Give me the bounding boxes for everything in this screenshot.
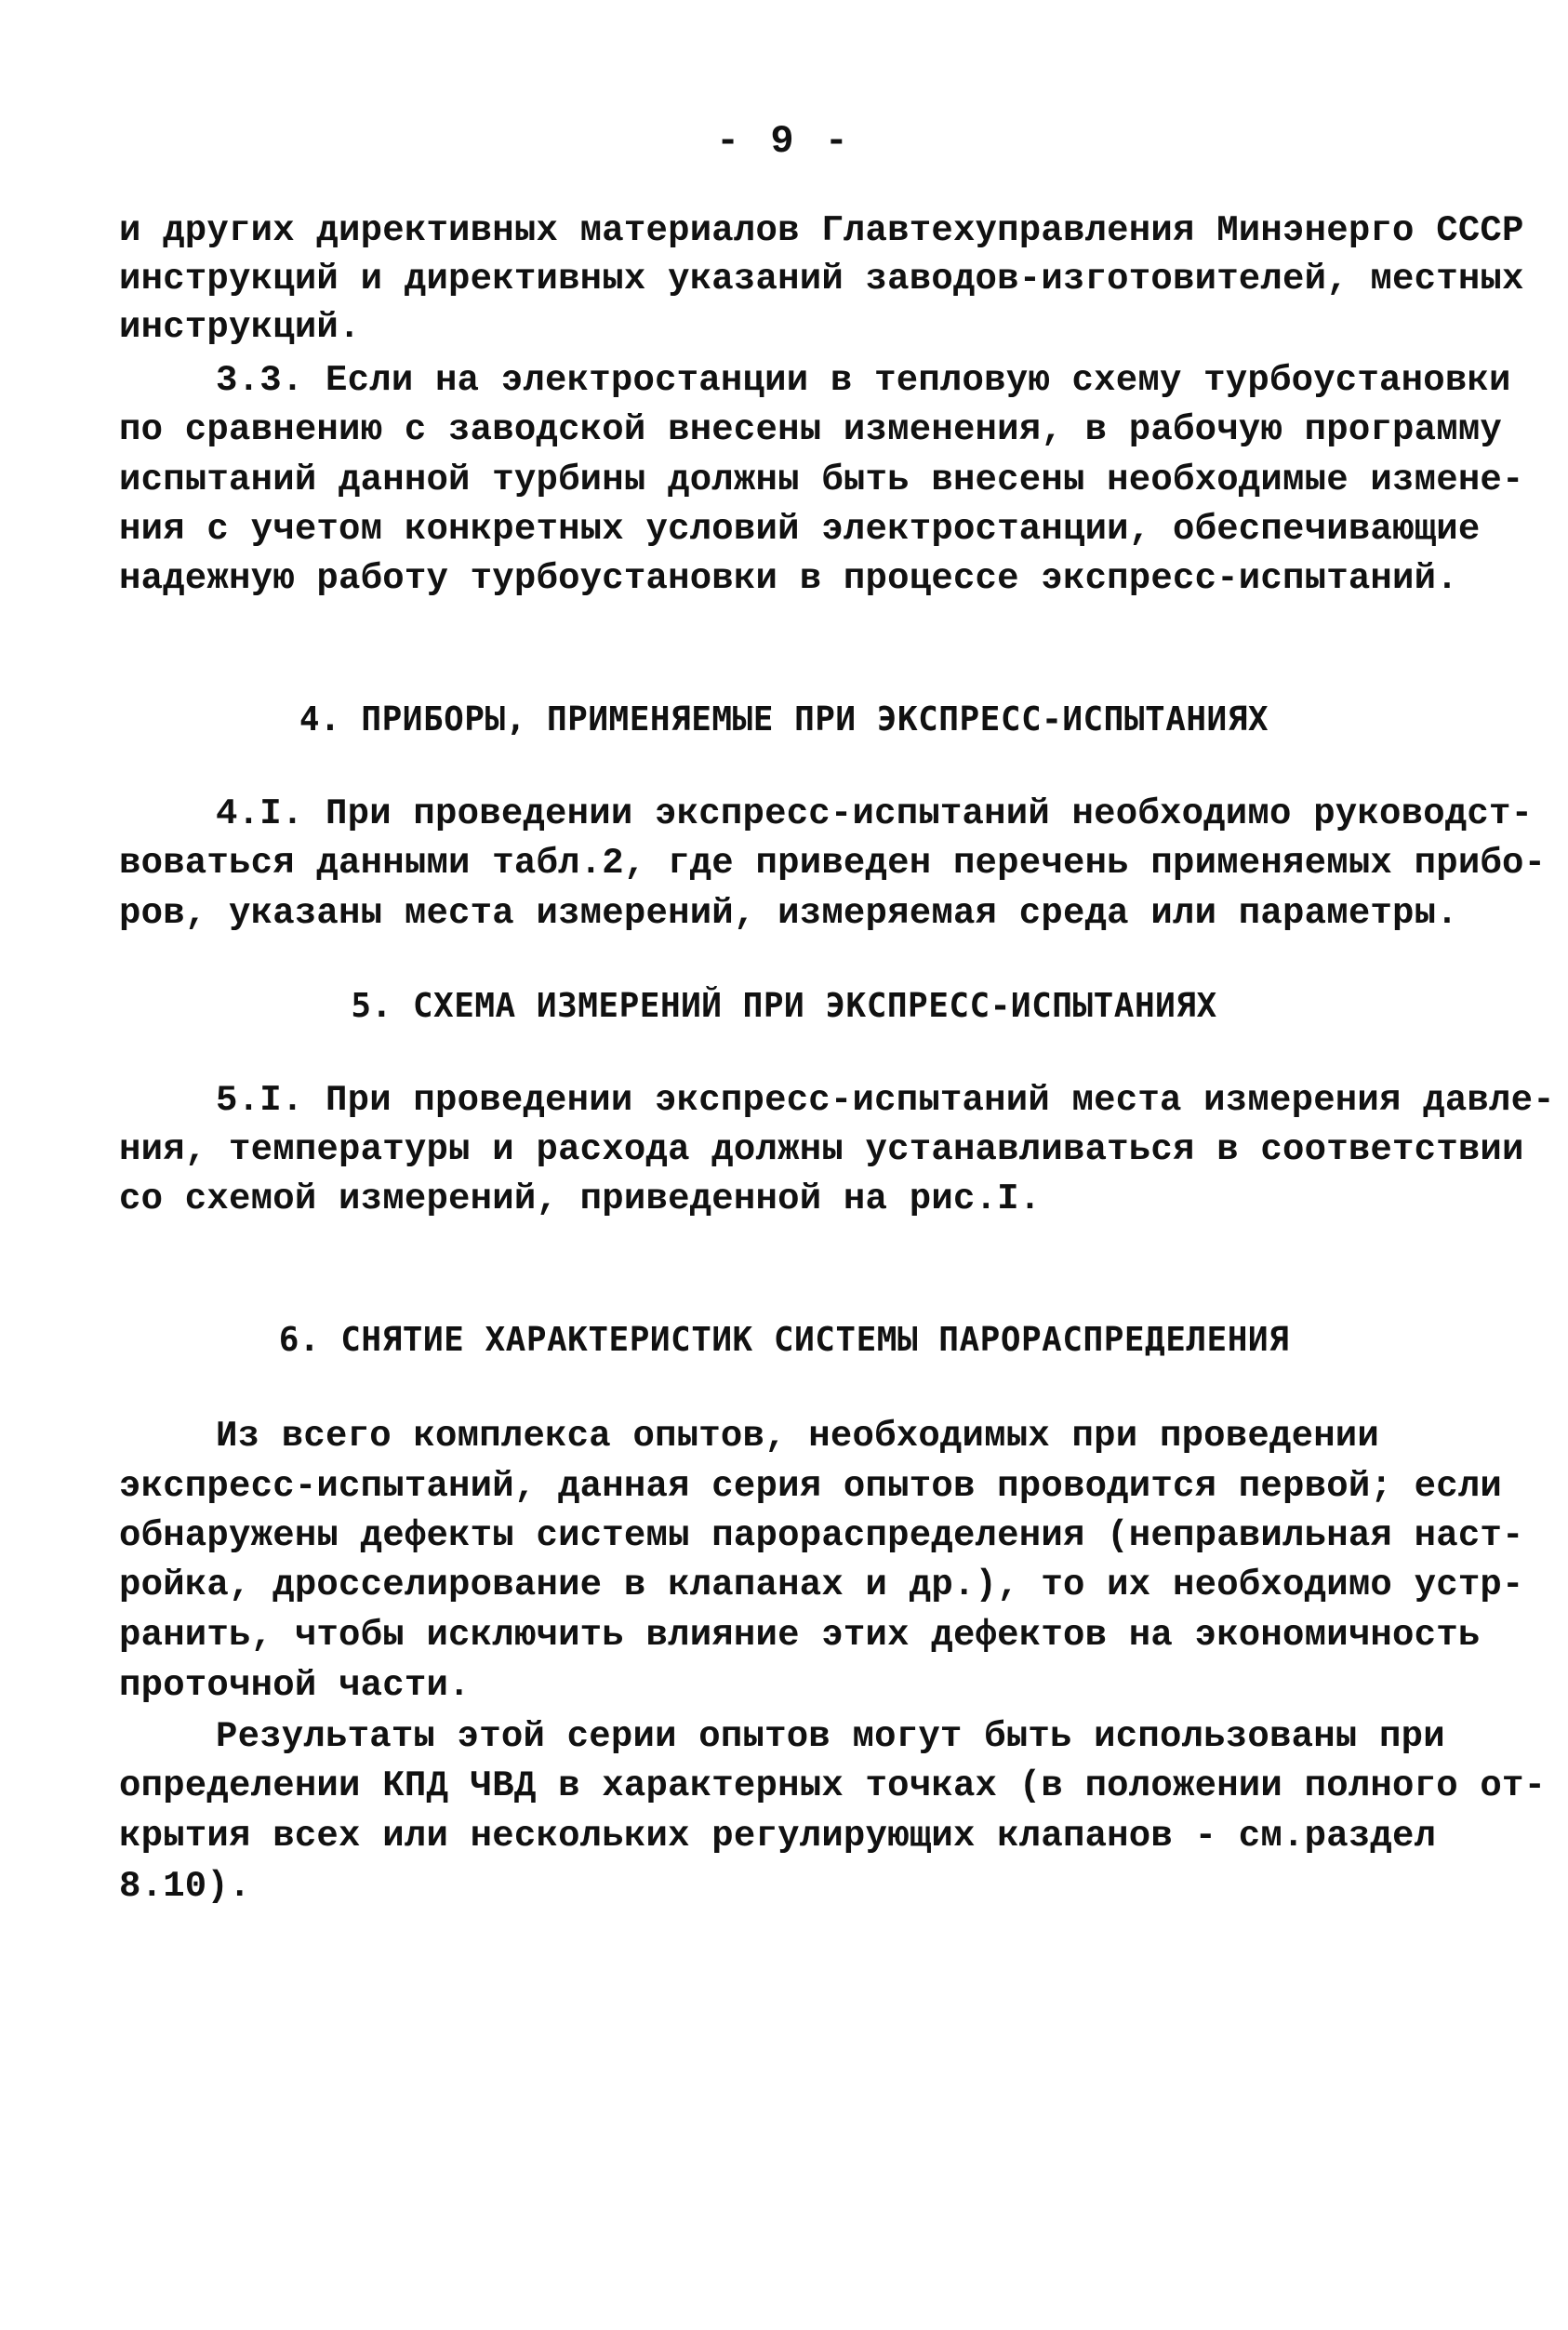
text-line: проточной части.: [119, 1665, 471, 1706]
text-line: 3.3. Если на электростанции в тепловую схему турбоустановки: [216, 360, 1511, 401]
text-line: Из всего комплекса опытов, необходимых при проведении: [216, 1416, 1380, 1457]
page-number: - 9 -: [715, 119, 853, 164]
text-line: Результаты этой серии опытов могут быть использованы при: [216, 1716, 1445, 1757]
text-line: ройка, дросселирование в клапанах и др.), то их необходимо устр-: [119, 1564, 1524, 1605]
text-line: 4.I. При проведении экспресс-испытаний необходимо руководст-: [216, 793, 1534, 834]
text-line: обнаружены дефекты системы парораспределения (неправильная наст-: [119, 1515, 1524, 1556]
text-line: ния с учетом конкретных условий электростанции, обеспечивающие: [119, 509, 1481, 550]
text-line: надежную работу турбоустановки в процессе экспресс-испытаний.: [119, 558, 1458, 599]
text-line: 5.I. При проведении экспресс-испытаний места измерения давле-: [216, 1080, 1555, 1121]
section-heading-5: 5. СХЕМА ИЗМЕРЕНИЙ ПРИ ЭКСПРЕСС-ИСПЫТАНИЯХ: [351, 987, 1217, 1025]
text-line: инструкций и директивных указаний заводов-изготовителей, местных: [119, 259, 1524, 300]
text-line: ранить, чтобы исключить влияние этих дефектов на экономичность: [119, 1615, 1481, 1656]
text-line: определении КПД ЧВД в характерных точках (в положении полного от-: [119, 1765, 1547, 1806]
text-line: испытаний данной турбины должны быть внесены необходимые измене-: [119, 459, 1524, 500]
text-line: крытия всех или нескольких регулирующих клапанов - см.раздел: [119, 1816, 1437, 1857]
text-line: ров, указаны места измерений, измеряемая среда или параметры.: [119, 893, 1458, 934]
text-line: воваться данными табл.2, где приведен перечень применяемых прибо-: [119, 843, 1547, 884]
text-line: 8.10).: [119, 1866, 251, 1907]
text-line: по сравнению с заводской внесены изменения, в рабочую программу: [119, 409, 1503, 450]
section-heading-4: 4. ПРИБОРЫ, ПРИМЕНЯЕМЫЕ ПРИ ЭКСПРЕСС-ИСПЫТАНИЯХ: [299, 700, 1269, 739]
section-heading-6: 6. СНЯТИЕ ХАРАКТЕРИСТИК СИСТЕМЫ ПАРОРАСПРЕДЕЛЕНИЯ: [278, 1321, 1290, 1359]
text-line: и других директивных материалов Главтехуправления Минэнерго СССР: [119, 210, 1524, 251]
text-line: ния, температуры и расхода должны устанавливаться в соответствии: [119, 1129, 1524, 1170]
text-line: со схемой измерений, приведенной на рис.I.: [119, 1178, 1042, 1219]
text-line: инструкций.: [119, 307, 361, 348]
text-line: экспресс-испытаний, данная серия опытов проводится первой; если: [119, 1466, 1503, 1507]
